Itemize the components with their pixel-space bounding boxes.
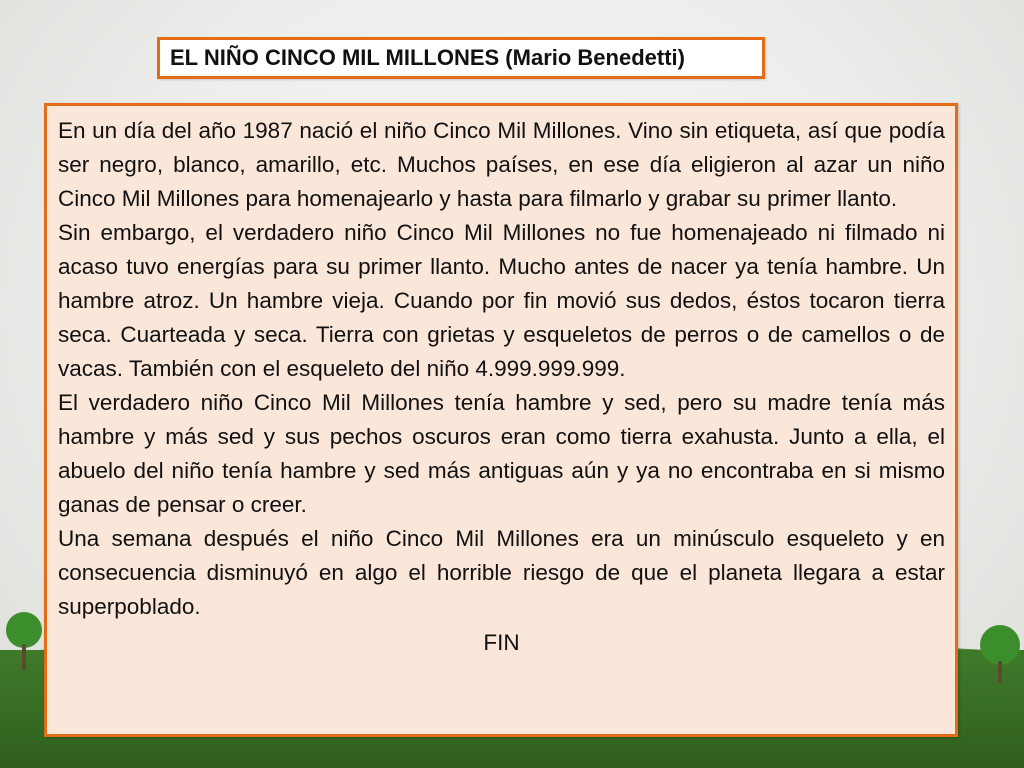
slide-title: EL NIÑO CINCO MIL MILLONES (Mario Benedetti)	[170, 45, 685, 70]
tree-trunk	[22, 644, 26, 670]
story-paragraph-2: Sin embargo, el verdadero niño Cinco Mil Millones no fue homenajeado ni filmado ni acaso tuvo energías para su primer llanto. Mucho antes de nacer ya tenía hambre. Un hambre atroz. Un hambre vieja. Cuando por fin movió sus dedos, éstos tocaron tierra seca. Cuarteada y seca. Tierra con grietas y esqueletos de perros o de camellos o de vacas. También con el esqueleto del niño 4.999.999.999.	[58, 220, 945, 381]
title-box	[157, 37, 765, 79]
story-paragraph-4: Una semana después el niño Cinco Mil Millones era un minúsculo esqueleto y en consecuencia disminuyó en algo el horrible riesgo de que el planeta llegara a estar superpoblado.	[58, 526, 945, 619]
tree-right-decoration	[976, 625, 1024, 685]
story-paragraph-1: En un día del año 1987 nació el niño Cinco Mil Millones. Vino sin etiqueta, así que podía ser negro, blanco, amarillo, etc. Muchos países, en ese día eligieron al azar un niño Cinco Mil Millones para homenajearlo y hasta para filmarlo y grabar su primer llanto.	[58, 118, 945, 211]
tree-trunk	[998, 661, 1002, 683]
tree-crown	[6, 612, 42, 648]
story-paragraph-3: El verdadero niño Cinco Mil Millones tenía hambre y sed, pero su madre tenía más hambre y más sed y sus pechos oscuros eran como tierra exahusta. Junto a ella, el abuelo del niño tenía hambre y sed más antiguas aún y ya no encontraba en si mismo ganas de pensar o creer.	[58, 390, 945, 517]
tree-crown	[980, 625, 1020, 665]
story-ending: FIN	[483, 630, 520, 655]
story-text-box	[44, 103, 958, 737]
tree-left-decoration	[6, 612, 46, 672]
